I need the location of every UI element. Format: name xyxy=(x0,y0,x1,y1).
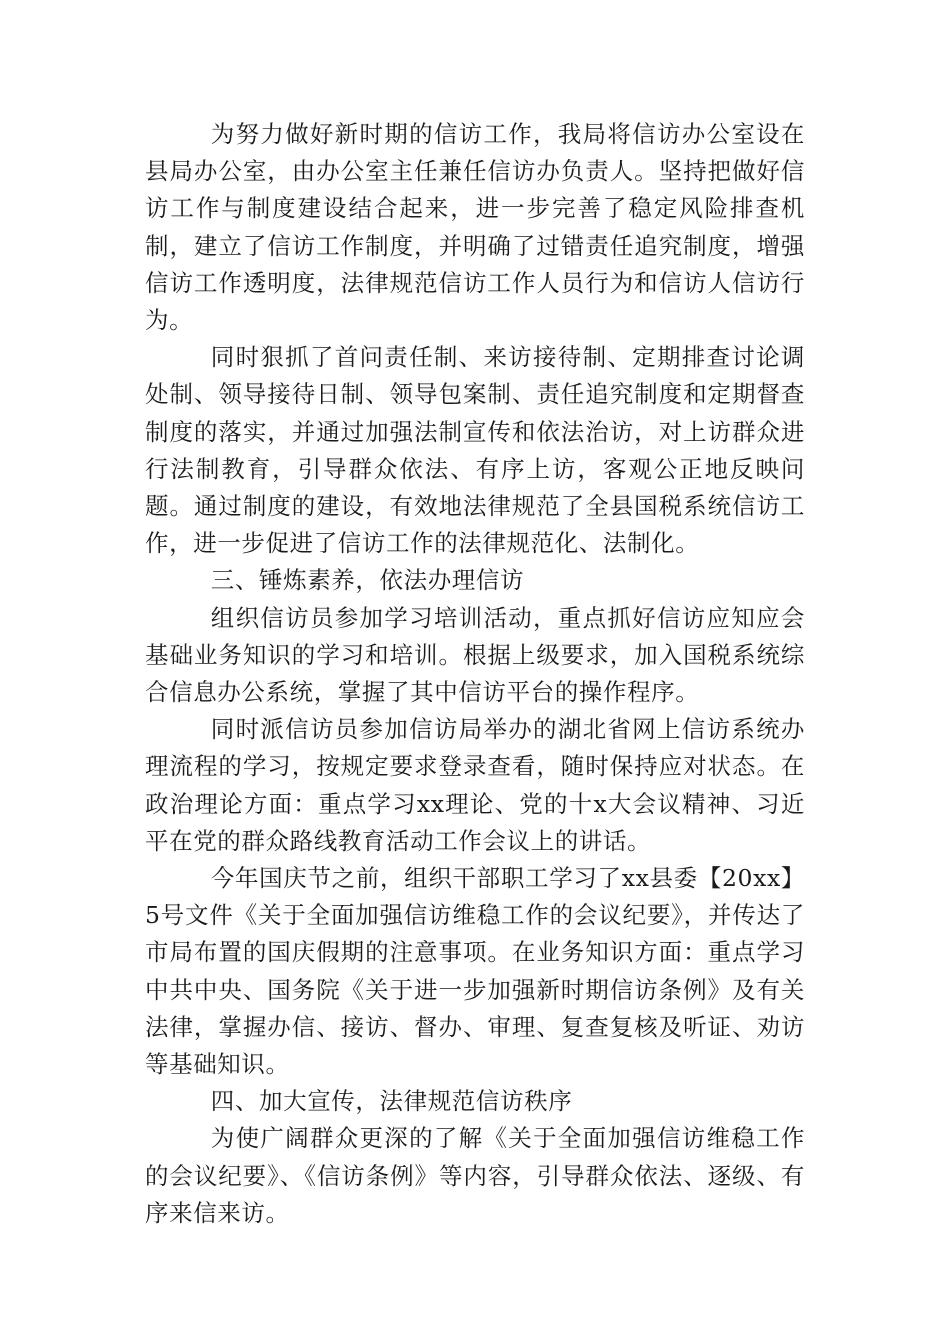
paragraph-national-day-study: 今年国庆节之前，组织干部职工学习了xx县委【20xx】5号文件《关于全面加强信访维稳工作的会议纪要》，并传达了市局布置的国庆假期的注意事项。在业务知识方面：重点学习中共中央、国务院《关于进一步加强新时期信访条例》及有关法律，掌握办信、接访、督办、审理、复查复核及听证、劝访等基础知识。 xyxy=(145,864,805,1079)
paragraph-training: 组织信访员参加学习培训活动，重点抓好信访应知应会基础业务知识的学习和培训。根据上级要求，加入国税系统综合信息办公系统，掌握了其中信访平台的操作程序。 xyxy=(145,603,805,707)
paragraph-publicity: 为使广阔群众更深的了解《关于全面加强信访维稳工作的会议纪要》、《信访条例》等内容，引导群众依法、逐级、有序来信来访。 xyxy=(145,1124,805,1227)
section-heading-3: 三、锤炼素养，依法办理信访 xyxy=(210,566,525,595)
paragraph-responsibility-systems: 同时狠抓了首问责任制、来访接待制、定期排查讨论调处制、领导接待日制、领导包案制、责任追究制度和定期督查制度的落实，并通过加强法制宣传和依法治访，对上访群众进行法制教育，引导群众依法、有序上访，客观公正地反映问题。通过制度的建设，有效地法律规范了全县国税系统信访工作，进一步促进了信访工作的法律规范化、法制化。 xyxy=(145,343,805,558)
document-body xyxy=(145,116,805,1232)
paragraph-system-building: 为努力做好新时期的信访工作，我局将信访办公室设在县局办公室，由办公室主任兼任信访办负责人。坚持把做好信访工作与制度建设结合起来，进一步完善了稳定风险排查机制，建立了信访工作制度，并明确了过错责任追究制度，增强信访工作透明度，法律规范信访工作人员行为和信访人信访行为。 xyxy=(145,120,805,335)
section-heading-4: 四、加大宣传，法律规范信访秩序 xyxy=(210,1087,573,1116)
paragraph-online-system-study: 同时派信访员参加信访局举办的湖北省网上信访系统办理流程的学习，按规定要求登录查看，随时保持应对状态。在政治理论方面：重点学习xx理论、党的十x大会议精神、习近平在党的群众路线教育活动工作会议上的讲话。 xyxy=(145,715,805,855)
